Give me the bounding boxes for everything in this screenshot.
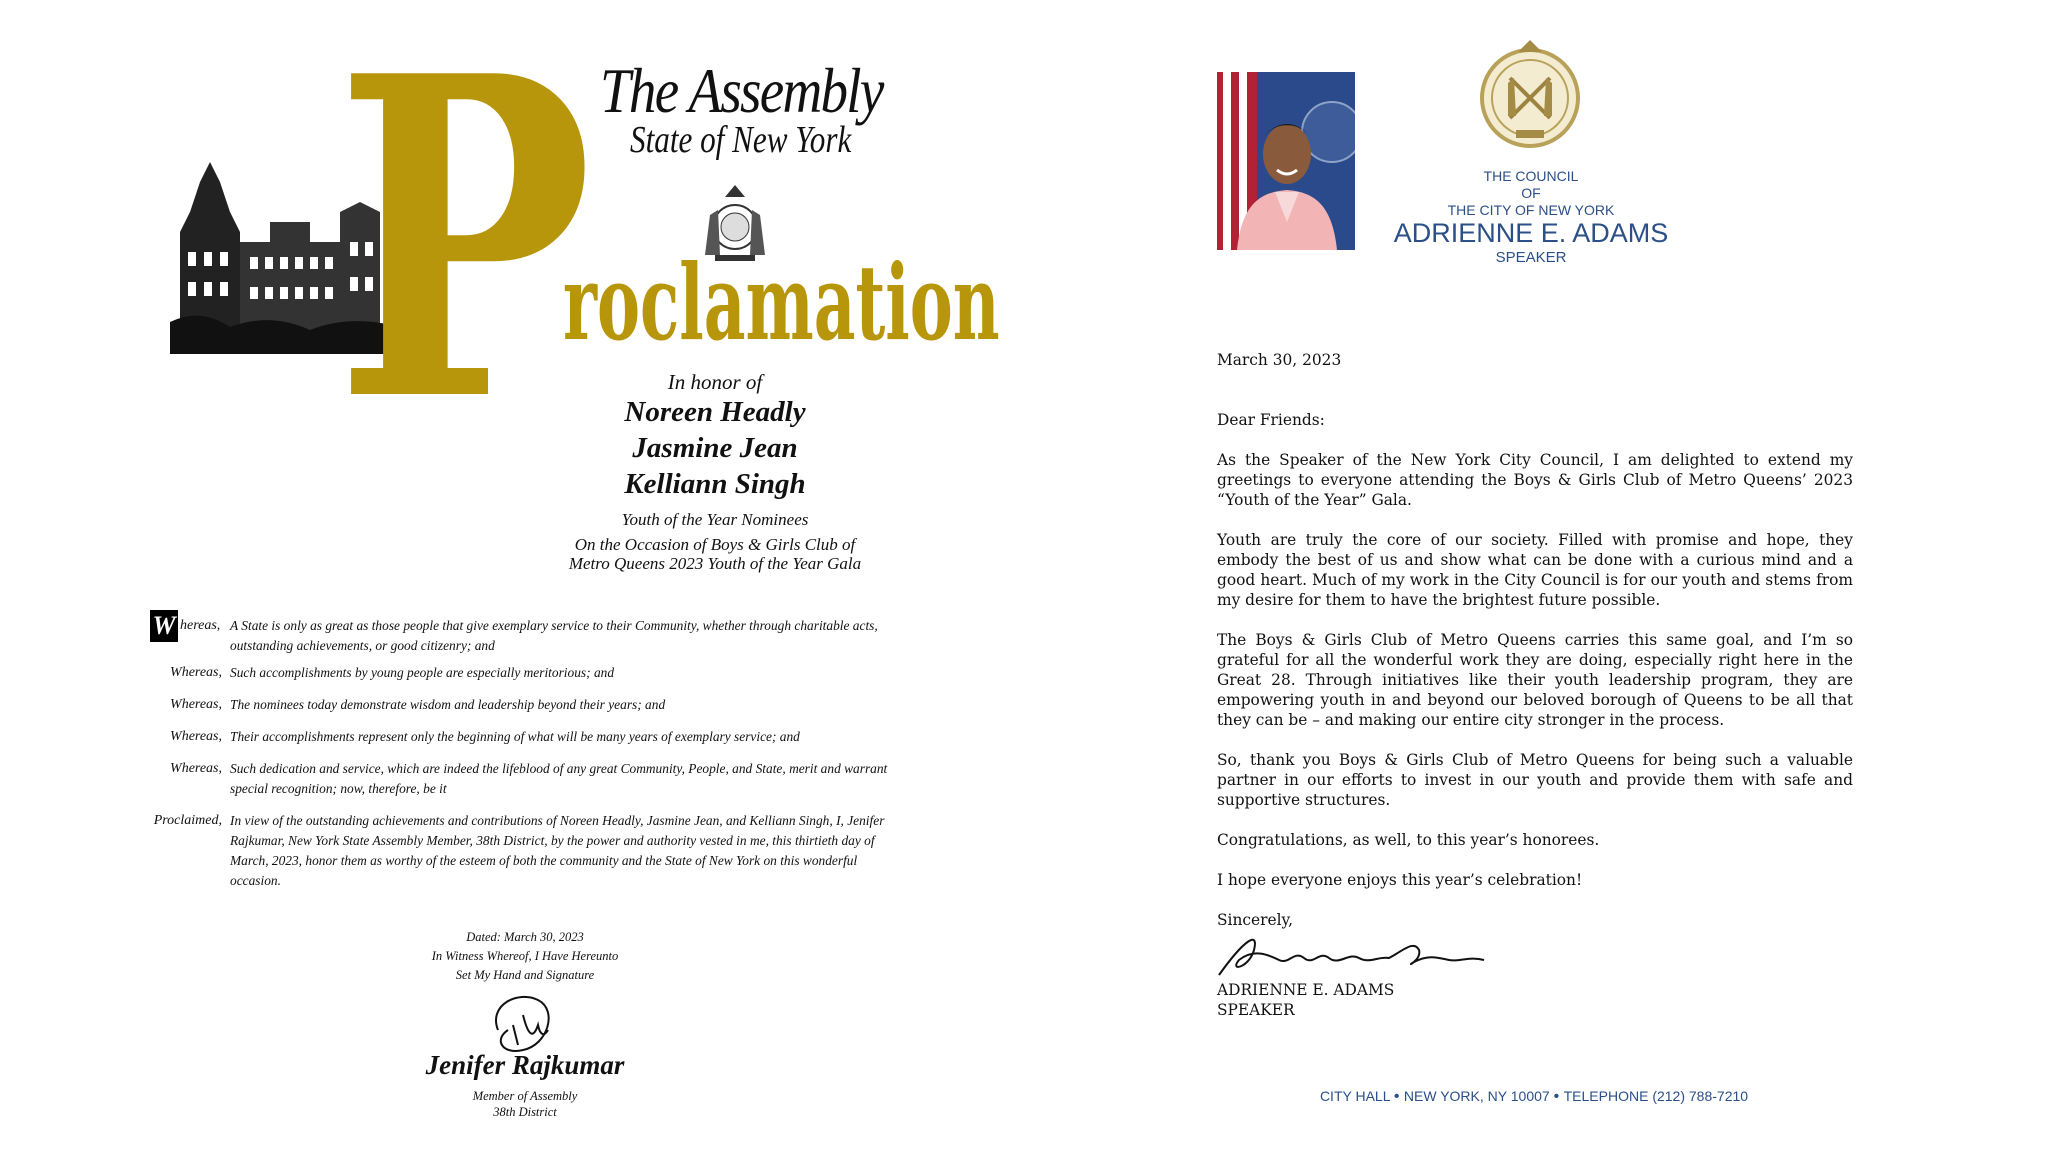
- footer-phone: TELEPHONE (212) 788-7210: [1563, 1088, 1749, 1104]
- letterhead-line-3: THE CITY OF NEW YORK: [1447, 202, 1615, 218]
- dated-line: Dated: March 30, 2023: [466, 930, 584, 944]
- clause-label: Whereas,: [170, 697, 222, 712]
- whereas-clause: [150, 727, 890, 747]
- nominee-name: Jasmine Jean: [632, 432, 798, 464]
- letter-closing: Sincerely,: [1217, 911, 1294, 929]
- signer-name: Jenifer Rajkumar: [425, 1050, 625, 1080]
- clause-label: hereas,: [180, 618, 221, 633]
- closing-name: ADRIENNE E. ADAMS: [1217, 981, 1395, 999]
- letter-paragraph: Congratulations, as well, to this year’s honorees.: [1217, 831, 1600, 849]
- closing-signature-block: [1217, 980, 1853, 1020]
- occasion-line-1: On the Occasion of Boys & Girls Club of: [574, 535, 856, 554]
- letter-paragraph: I hope everyone enjoys this year’s celebration!: [1217, 871, 1583, 889]
- nominee-category: Youth of the Year Nominees: [621, 510, 809, 529]
- clause-text: Such accomplishments by young people are especially meritorious; and: [230, 665, 615, 680]
- letter-paragraph: So, thank you Boys & Girls Club of Metro Queens for being such a valuable partner in our efforts to invest in our youth and provide them with safe and supportive structures.: [1217, 751, 1853, 809]
- footer-address-part: NEW YORK, NY 10007: [1403, 1088, 1550, 1104]
- clause-label: Whereas,: [170, 665, 222, 680]
- letter-paragraph: Youth are truly the core of our society. Filled with promise and hope, they embody the best of us and show what can be done with a curious mind and a good heart. Much of my work in the City Council is for our youth and stems from my desire for them to have the brightest future possible.: [1217, 531, 1853, 609]
- occasion-text: [520, 535, 910, 573]
- clause-label: Whereas,: [170, 729, 222, 744]
- nominee-name: Noreen Headly: [624, 396, 806, 428]
- closing-title: SPEAKER: [1217, 1001, 1295, 1019]
- proclamation-initial: P: [335, 0, 594, 498]
- clause-text: The nominees today demonstrate wisdom and leadership beyond their years; and: [230, 697, 666, 712]
- clause-text: In view of the outstanding achievements and contributions of Noreen Headly, Jasmine Jean, and Kelliann Singh, I, Jenifer Rajkumar, New York State Assembly Member, 38th District, by the power and authority vested in me, this thirtieth day of March, 2023, honor them as worthy of the esteem of both the community and the State of New York on this wonderful occasion.: [230, 813, 885, 888]
- clause-text: A State is only as great as those people that give exemplary service to their Community, whether through charitable acts, outstanding achievements, or good citizenry; and: [230, 618, 878, 653]
- speaker-letter-page: [1024, 0, 2048, 1152]
- council-letterhead: [1334, 168, 1728, 219]
- speaker-signature: [1214, 920, 1494, 980]
- city-council-seal-icon: [1478, 38, 1582, 152]
- letter-greeting: Dear Friends:: [1217, 411, 1325, 429]
- nominee-name: Kelliann Singh: [624, 468, 806, 500]
- letter-paragraph: As the Speaker of the New York City Council, I am delighted to extend my greetings to everyone attending the Boys & Girls Club of Metro Queens’ 2023 “Youth of the Year” Gala.: [1217, 451, 1853, 509]
- clause-text: Their accomplishments represent only the beginning of what will be many years of exemplary service; and: [230, 729, 800, 744]
- occasion-line-2: Metro Queens 2023 Youth of the Year Gala: [568, 554, 862, 573]
- witness-line-2: Set My Hand and Signature: [455, 968, 595, 982]
- proclamation-heading: roclamation: [563, 241, 1000, 364]
- signer-role: [360, 1088, 690, 1120]
- speaker-name-heading: ADRIENNE E. ADAMS: [1393, 218, 1669, 248]
- bullet-separator-icon: •: [1393, 1088, 1404, 1105]
- letter-date: March 30, 2023: [1217, 351, 1342, 369]
- witness-line-1: In Witness Whereof, I Have Hereunto: [431, 949, 619, 963]
- assembly-subtitle: State of New York: [630, 119, 852, 161]
- bullet-separator-icon: •: [1553, 1088, 1564, 1105]
- clause-label: Whereas,: [170, 761, 222, 776]
- letterhead-line-1: THE COUNCIL: [1483, 168, 1579, 184]
- clause-text: Such dedication and service, which are indeed the lifeblood of any great Community, People, and State, merit and warrant special recognition; now, therefore, be it: [230, 761, 888, 796]
- honor-line: In honor of: [667, 370, 763, 394]
- speaker-title-heading: SPEAKER: [1495, 249, 1567, 266]
- footer-address-part: CITY HALL: [1319, 1088, 1390, 1104]
- clause-label: Proclaimed,: [153, 813, 222, 828]
- dropcap-letter: W: [150, 610, 178, 642]
- assembly-title: The Assembly: [600, 55, 883, 126]
- signer-role-line-1: Member of Assembly: [472, 1089, 578, 1103]
- dated-block: [360, 928, 690, 985]
- whereas-clause: [150, 759, 890, 799]
- whereas-clause: [150, 663, 890, 683]
- letter-paragraph: The Boys & Girls Club of Metro Queens carries this same goal, and I’m so grateful for all the wonderful work they are doing, especially right here in the Great 28. Through initiatives like their youth leadership program, they are empowering youth in and beyond our beloved borough of Queens to be all that they can be – and making our entire city stronger in the process.: [1217, 631, 1853, 729]
- signer-role-line-2: 38th District: [493, 1105, 557, 1119]
- letterhead-line-2: OF: [1521, 185, 1541, 201]
- proclaimed-clause: [150, 811, 890, 891]
- whereas-clause: [150, 695, 890, 715]
- whereas-clause: [150, 611, 890, 656]
- letter-footer: [1224, 1088, 1844, 1106]
